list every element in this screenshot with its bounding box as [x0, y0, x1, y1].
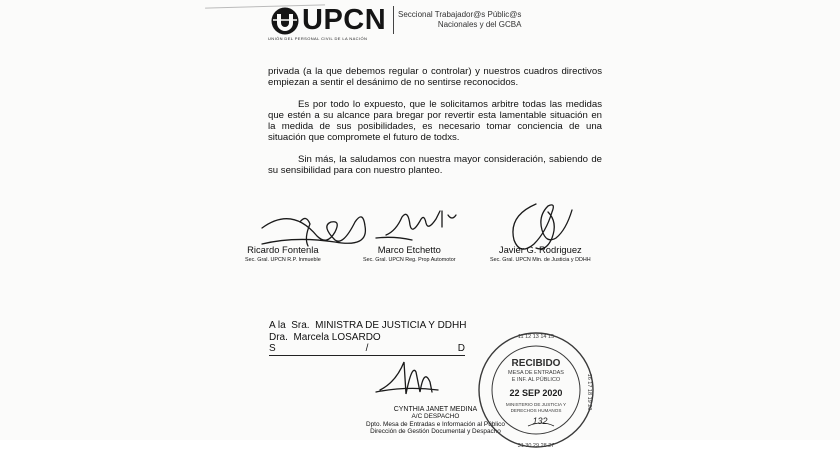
receiver-name: CYNTHIA JANET MEDINA: [393, 406, 478, 413]
signatory-block-1: [245, 244, 321, 263]
svg-text:31 30 29 28 27: 31 30 29 28 27: [517, 443, 555, 449]
header-section-label: [398, 10, 521, 30]
signatory-name: Ricardo Fontenla: [247, 244, 319, 255]
logo-wordmark: UPCN: [302, 4, 387, 36]
signatory-name: Javier G. Rodriguez: [498, 244, 582, 255]
signatory-block-2: [363, 244, 456, 263]
stamp-folio: 132: [532, 416, 548, 426]
signatory-role: Sec. Gral. UPCN Reg. Prop Automotor: [363, 257, 456, 263]
svg-text:11 12 13 14 15: 11 12 13 14 15: [517, 334, 555, 340]
stamp-title: RECIBIDO: [511, 358, 561, 369]
svg-text:16 17 18 19 20: 16 17 18 19 20: [586, 373, 592, 411]
received-stamp: [476, 330, 596, 450]
stamp-line-2: E INF. AL PÚBLICO: [511, 377, 561, 383]
sd-slash: /: [365, 343, 369, 354]
signatory-role: Sec. Gral. UPCN Min. de Justicia y DDHH: [490, 257, 591, 263]
sd-s: S: [269, 343, 276, 354]
receiver-role: A/C DESPACHO: [411, 413, 460, 421]
signatory-block-3: [490, 244, 591, 263]
signatory-role: Sec. Gral. UPCN R.P. Inmueble: [245, 257, 321, 263]
section-line-1: Seccional Trabajador@s Públic@s: [398, 10, 522, 19]
upcn-emblem-icon: [270, 6, 300, 36]
addressee-line-1: A la Sra. MINISTRA DE JUSTICIA Y DDHH: [269, 320, 467, 331]
addressee-line-2: Dra. Marcela LOSARDO: [269, 331, 381, 343]
stamp-date: 22 SEP 2020: [509, 388, 563, 398]
stamp-org-1: MINISTERIO DE JUSTICIA Y: [505, 402, 567, 407]
signatory-name: Marco Etchetto: [377, 244, 441, 255]
stamp-org-2: DERECHOS HUMANOS: [510, 408, 562, 413]
body-paragraph-3: Sin más, la saludamos con nuestra mayor consideración, sabiendo de su sensibilidad para con nuestro planteo.: [268, 153, 602, 177]
upcn-logo: [268, 4, 388, 41]
addressee-block: [269, 320, 466, 356]
body-paragraph-1: privada (a la que debemos regular o controlar) y nuestros cuadros directivos empiezan a sentir el desánimo de no sentirse reconocidos.: [268, 66, 602, 89]
section-line-2: Nacionales y del GCBA: [437, 20, 522, 29]
body-paragraph-2: Es por todo lo expuesto, que le solicitamos arbitre todas las medidas que estén a su alcance para bregar por revertir esta lamentable situación en la medida de sus posibilidades, es necesario tomar conciencia de una situación que compromete el futuro de todxs.: [268, 98, 602, 144]
receiver-dept-2: Dirección de Gestión Documental y Despacho: [370, 428, 501, 436]
stamp-line-1: MESA DE ENTRADAS: [508, 370, 564, 376]
logo-subtitle: UNIÓN DEL PERSONAL CIVIL DE LA NACIÓN: [268, 36, 368, 41]
header-divider: [393, 6, 394, 34]
sd-d: D: [457, 343, 465, 354]
salutation-sd-line: [269, 343, 465, 356]
receiver-dept-1: Dpto. Mesa de Entradas e Información al Público: [366, 420, 505, 428]
letter-body: [268, 66, 602, 186]
